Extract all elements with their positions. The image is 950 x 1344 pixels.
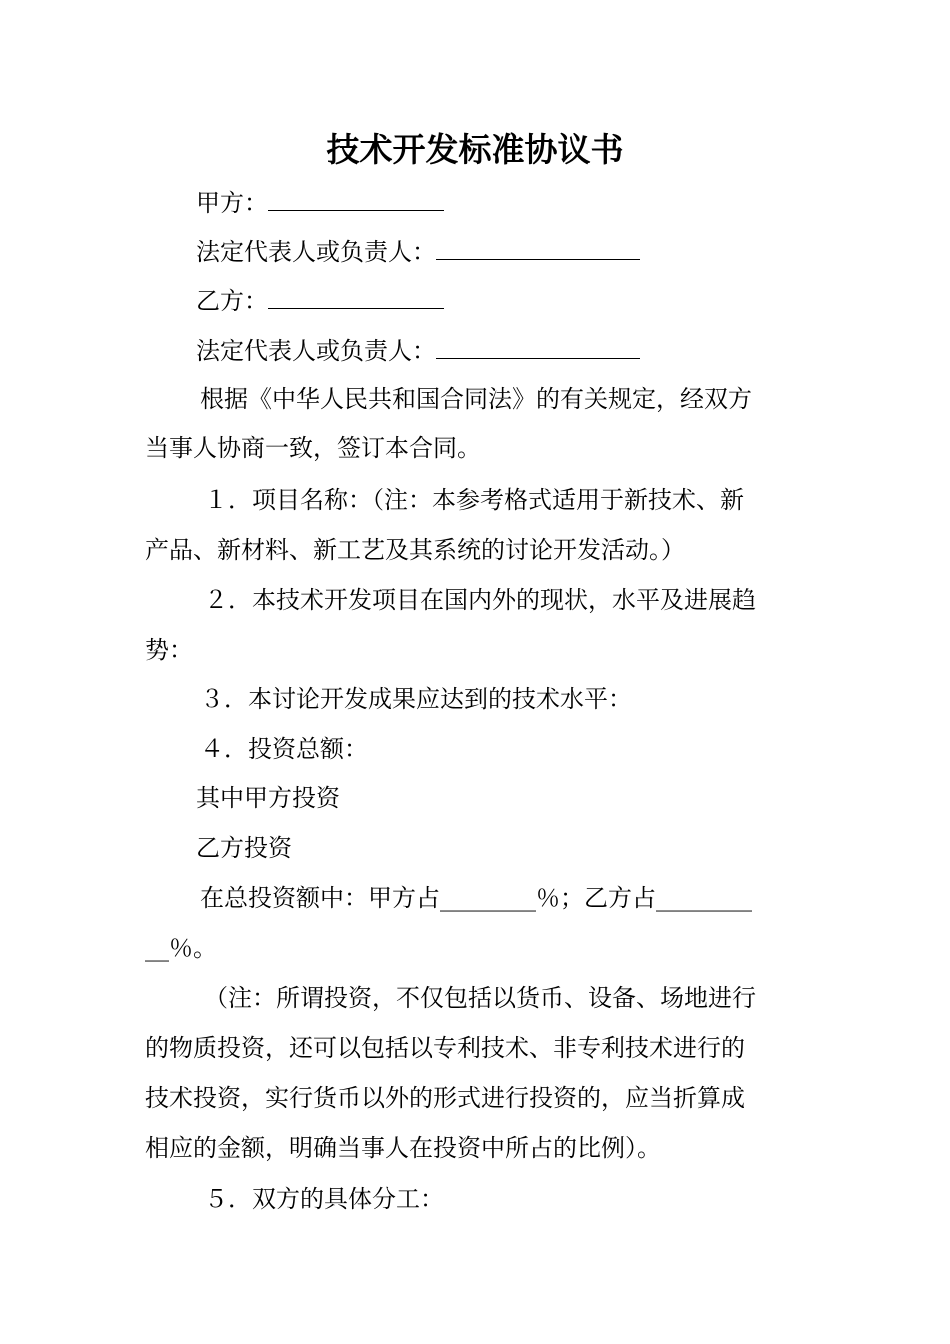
invest-b-line: 乙方投资	[196, 834, 292, 862]
note-line-2: 的物质投资，还可以包括以专利技术、非专利技术进行的	[145, 1034, 745, 1062]
party-b-rep-blank	[436, 332, 640, 359]
item3-line: ３．本讨论开发成果应达到的技术水平：	[200, 685, 632, 713]
item1-line-1: １．项目名称：（注：本参考格式适用于新技术、新	[204, 486, 744, 514]
party-a-label: 甲方：	[196, 189, 268, 217]
note-line-4: 相应的金额，明确当事人在投资中所占的比例）。	[145, 1134, 661, 1162]
party-b-rep-line	[196, 332, 640, 369]
intro-line-2: 当事人协商一致，签订本合同。	[145, 434, 481, 462]
party-a-rep-line	[196, 233, 640, 270]
party-b-label: 乙方：	[196, 287, 268, 315]
intro-line-1: 根据《中华人民共和国合同法》的有关规定，经双方	[200, 385, 752, 413]
item5-line: ５．双方的具体分工：	[204, 1185, 444, 1213]
party-a-line	[196, 184, 444, 221]
party-b-rep-label: 法定代表人或负责人：	[196, 337, 436, 365]
party-a-rep-blank	[436, 233, 640, 260]
page-title: 技术开发标准协议书	[326, 130, 624, 169]
note-line-1: （注：所谓投资，不仅包括以货币、设备、场地进行	[204, 984, 756, 1012]
invest-a-line: 其中甲方投资	[196, 784, 340, 812]
party-a-blank	[268, 184, 444, 211]
item2-line-2: 势：	[145, 636, 193, 664]
ratio-line-2: __％。	[145, 934, 217, 962]
party-b-line	[196, 282, 444, 319]
item4-line: ４．投资总额：	[200, 735, 368, 763]
party-a-rep-label: 法定代表人或负责人：	[196, 238, 436, 266]
party-b-blank	[268, 282, 444, 309]
item1-line-2: 产品、新材料、新工艺及其系统的讨论开发活动。）	[145, 536, 685, 564]
note-line-3: 技术投资，实行货币以外的形式进行投资的，应当折算成	[145, 1084, 745, 1112]
ratio-line-1: 在总投资额中：甲方占________％；乙方占________	[200, 884, 752, 912]
item2-line-1: ２．本技术开发项目在国内外的现状，水平及进展趋	[204, 586, 756, 614]
